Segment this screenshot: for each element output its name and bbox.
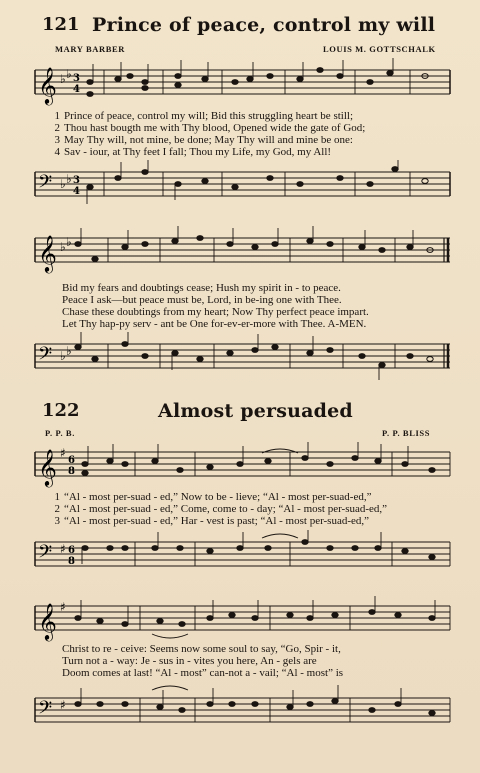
lyric-line: 1 “Al - most per-suad - ed,” Now to be - lieve; “Al - most per-suad-ed,” (54, 491, 372, 503)
svg-text:3: 3 (73, 73, 80, 84)
hymn-author: P. P. B. (45, 428, 75, 438)
svg-text:♭: ♭ (66, 172, 72, 186)
svg-text:𝄢: 𝄢 (38, 344, 53, 369)
svg-text:𝄞: 𝄞 (38, 66, 57, 104)
bass-staff (0, 332, 480, 392)
svg-text:♭: ♭ (60, 72, 66, 86)
hymn-number: 122 (42, 400, 80, 421)
svg-text:8: 8 (68, 556, 75, 567)
lyric-line: Peace I ask—but peace must be, Lord, in be-ing one with Thee. (62, 294, 342, 306)
svg-text:𝄞: 𝄞 (38, 448, 57, 486)
svg-text:4: 4 (73, 186, 80, 197)
svg-text:8: 8 (68, 466, 75, 477)
svg-text:♯: ♯ (60, 446, 66, 460)
lyric-line: Let Thy hap-py serv - ant be One for-ev-er-more with Thee. A-MEN. (62, 318, 367, 330)
lyric-line: 3 “Al - most per-suad - ed,” Har - vest is past; “Al - most per-suad-ed,” (54, 515, 370, 527)
svg-text:♭: ♭ (66, 67, 72, 81)
lyric-line: 4 Sav - iour, at Thy feet I fall; Thou my Life, my God, my All! (54, 146, 332, 158)
lyric-line: 2 Thou hast bougth me with Thy blood, Opened wide the gate of God; (54, 122, 366, 134)
svg-text:♭: ♭ (66, 344, 72, 358)
bass-staff (0, 160, 480, 220)
lyric-line: 2 “Al - most per-suad - ed,” Come, come to - day; “Al - most per-suad-ed,” (54, 503, 388, 515)
hymn-title: Almost persuaded (158, 400, 353, 422)
svg-text:𝄢: 𝄢 (38, 542, 53, 567)
treble-staff (0, 226, 480, 286)
hymn-number: 121 (42, 14, 80, 35)
svg-text:4: 4 (73, 84, 80, 95)
svg-text:𝄞: 𝄞 (38, 234, 57, 272)
lyric-line: Turn not a - way: Je - sus in - vites you here, An - gels are (62, 655, 317, 667)
hymn-title: Prince of peace, control my will (92, 14, 436, 36)
svg-text:6: 6 (68, 545, 75, 556)
lyric-line: 1 Prince of peace, control my will; Bid this struggling heart be still; (54, 110, 354, 122)
lyric-line: Christ to re - ceive: Seems now some soul to say, “Go, Spir - it, (62, 643, 341, 655)
svg-text:♭: ♭ (66, 235, 72, 249)
lyric-line: Bid my fears and doubtings cease; Hush my spirit in - to peace. (62, 282, 341, 294)
svg-text:♯: ♯ (60, 542, 66, 556)
hymn-composer: LOUIS M. GOTTSCHALK (323, 44, 436, 54)
svg-text:♭: ♭ (60, 177, 66, 191)
treble-staff (0, 58, 480, 118)
svg-text:𝄢: 𝄢 (38, 172, 53, 197)
lyric-line: Doom comes at last! “Al - most” can-not a - vail; “Al - most” is (62, 667, 344, 679)
svg-text:♭: ♭ (60, 349, 66, 363)
lyric-line: Chase these doubtings from my heart; Now Thy perfect peace impart. (62, 306, 369, 318)
svg-text:𝄞: 𝄞 (38, 602, 57, 640)
svg-text:6: 6 (68, 455, 75, 466)
lyric-line: 3 May Thy will, not mine, be done; May Thy will and mine be one: (54, 134, 353, 146)
hymn-author: MARY BARBER (55, 44, 125, 54)
svg-text:♭: ♭ (60, 240, 66, 254)
svg-text:♯: ♯ (60, 698, 66, 712)
svg-text:3: 3 (73, 175, 80, 186)
svg-text:𝄢: 𝄢 (38, 698, 53, 723)
hymn-composer: P. P. BLISS (382, 428, 431, 438)
bass-staff (0, 530, 480, 590)
svg-text:♯: ♯ (60, 600, 66, 614)
bass-staff (0, 682, 480, 752)
